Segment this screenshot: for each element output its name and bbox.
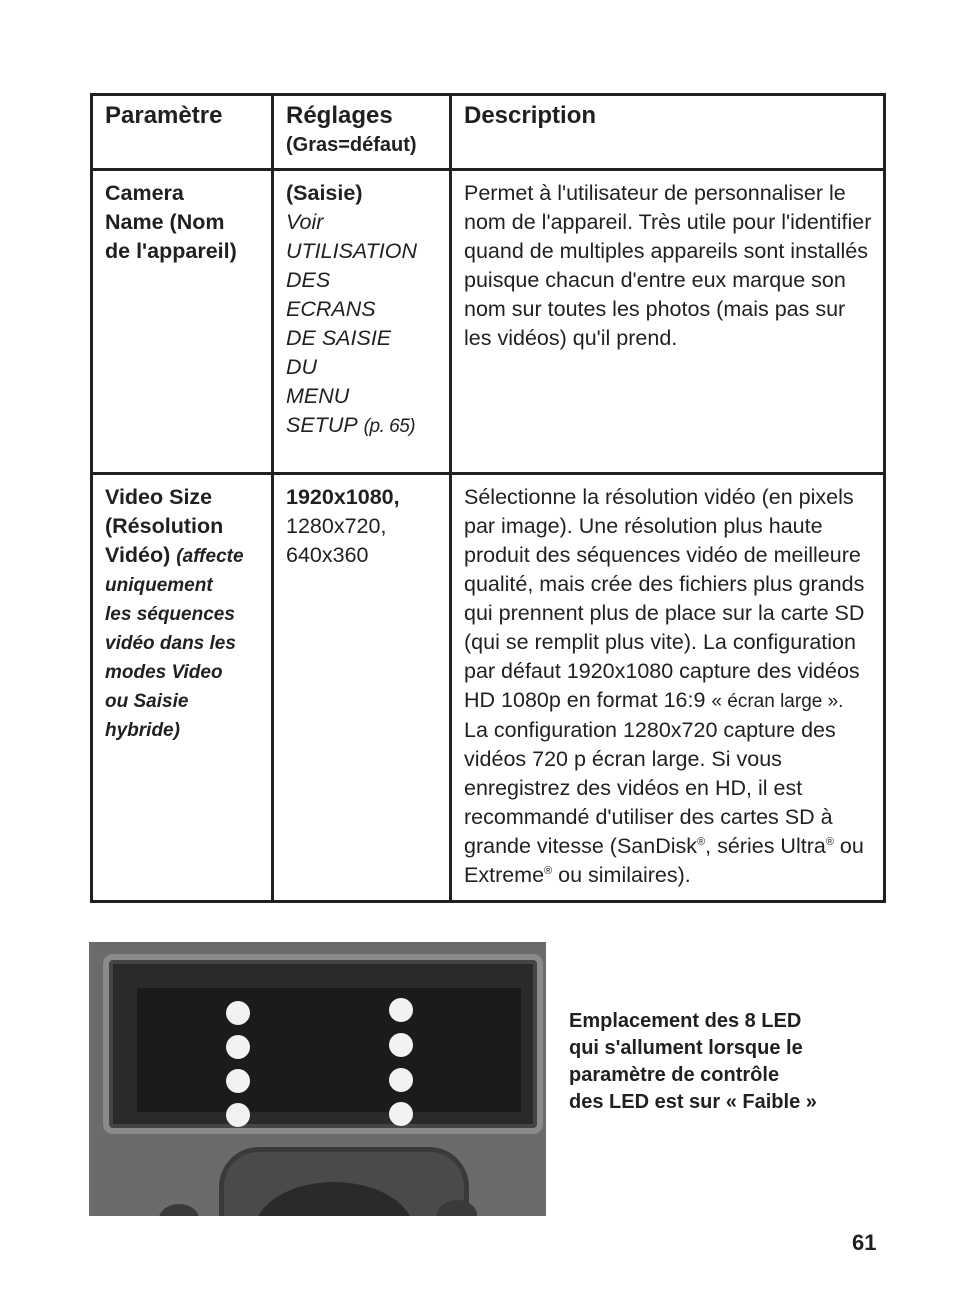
description-video-size: Sélectionne la résolution vidéo (en pixels par image). Une résolution plus haute produit des séquences vidéo de meilleure qualité, mais crée des fichiers plus grands qui prennent plus de place sur la carte SD (qui se remplit plus vite). La configuration par défaut 1920x1080 capture des vidéos HD 1080p en format 16:9 « écran large ». La configuration 1280x720 capture des vidéos 720 p écran large. Si vous enregistrez des vidéos en HD, il est recommandé d'utiliser des cartes SD à grande vitesse (SanDisk®, séries Ultra® ou Extreme® ou similaires). [451,474,885,902]
header-param: Paramètre [92,95,273,170]
led-bezel [103,954,543,1134]
screw-left [159,1204,199,1216]
page-number: 61 [852,1230,877,1255]
header-settings: Réglages (Gras=défaut) [273,95,451,170]
table-row [92,170,885,474]
param-video-size: Video Size (Résolution Vidéo) (affecte uniquement les séquences vidéo dans les modes Video ou Saisie hybride) [92,474,273,902]
led-dot [389,1033,413,1057]
led-dot [226,1069,250,1093]
header-description: Description [451,95,885,170]
table-header-row [92,95,885,170]
description-camera-name: Permet à l'utilisateur de personnaliser le nom de l'appareil. Très utile pour l'identifier quand de multiples appareils sont installés puisque chacun d'entre eux marque son nom sur toutes les photos (mais pas sur les vidéos) qu'il prend. [451,170,885,474]
led-panel-photo [89,942,546,1216]
led-dot [226,1001,250,1025]
led-panel [137,988,521,1112]
table-row [92,474,885,902]
led-dot [389,998,413,1022]
led-dot [389,1102,413,1126]
photo-caption: Emplacement des 8 LED qui s'allument lorsque le paramètre de contrôle des LED est sur « Faible » [569,1010,817,1113]
led-dot [226,1035,250,1059]
settings-video-size: 1920x1080, 1280x720, 640x360 [273,474,451,902]
settings-table [90,93,886,903]
param-camera-name: Camera Name (Nom de l'appareil) [92,170,273,474]
led-dot [226,1103,250,1127]
led-dot [389,1068,413,1092]
settings-camera-name: (Saisie) Voir UTILISATION DES ECRANS DE SAISIE DU MENU SETUP (p. 65) [273,170,451,474]
